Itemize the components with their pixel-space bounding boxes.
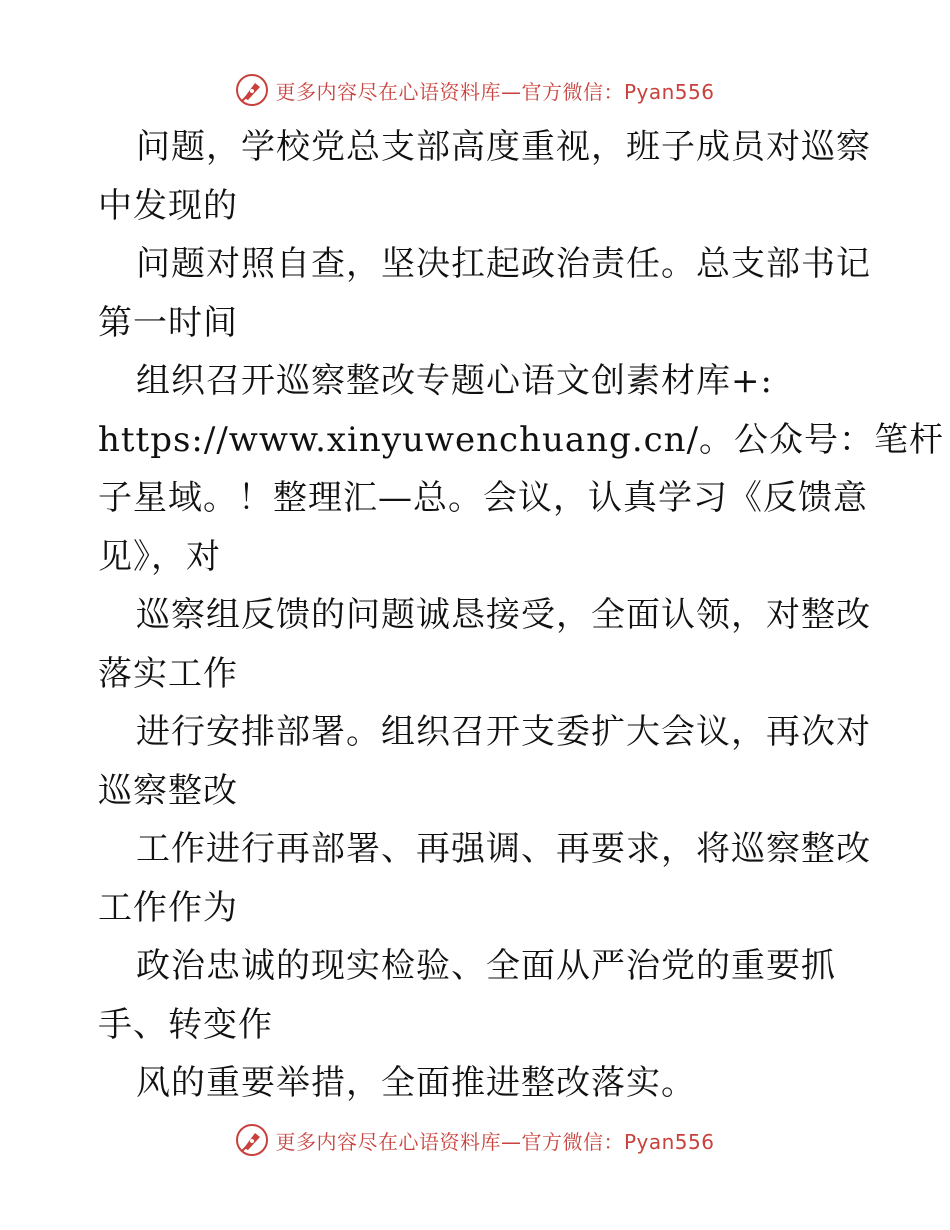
text-line: 问题对照自查，坚决扛起政治责任。总支部书记 [136, 244, 871, 284]
footer-watermark [0, 1120, 950, 1160]
text-line: https://www.xinyuwenchuang.cn/。公众号：笔杆 [98, 419, 945, 460]
pen-nib-logo-icon [235, 73, 269, 107]
text-line: 组织召开巡察整改专题心语文创素材库+: [136, 361, 773, 401]
text-line: 落实工作 [98, 653, 238, 694]
body-text [98, 118, 945, 1113]
text-line: 第一时间 [98, 302, 238, 343]
text-line: 见》，对 [98, 536, 221, 577]
text-line: 巡察整改 [98, 770, 238, 811]
text-line: 手、转变作 [98, 1004, 273, 1045]
text-line: 工作作为 [98, 887, 238, 928]
text-line: 工作进行再部署、再强调、再要求，将巡察整改 [136, 829, 871, 869]
text-line: 进行安排部署。组织召开支委扩大会议，再次对 [136, 712, 871, 752]
text-line: 问题，学校党总支部高度重视，班子成员对巡察 [136, 127, 871, 167]
text-line: 中发现的 [98, 185, 238, 226]
text-line: 风的重要举措，全面推进整改落实。 [136, 1063, 696, 1103]
header-watermark-text: 更多内容尽在心语资料库—官方微信：Pyan556 [275, 79, 715, 104]
text-line: 子星域。！整理汇—总。会议，认真学习《反馈意 [98, 478, 868, 518]
text-line: 巡察组反馈的问题诚恳接受，全面认领，对整改 [136, 595, 871, 635]
header-watermark [0, 70, 950, 110]
text-line: 政治忠诚的现实检验、全面从严治党的重要抓 [136, 946, 836, 986]
pen-nib-logo-icon [235, 1123, 269, 1157]
footer-watermark-text: 更多内容尽在心语资料库—官方微信：Pyan556 [275, 1129, 715, 1154]
